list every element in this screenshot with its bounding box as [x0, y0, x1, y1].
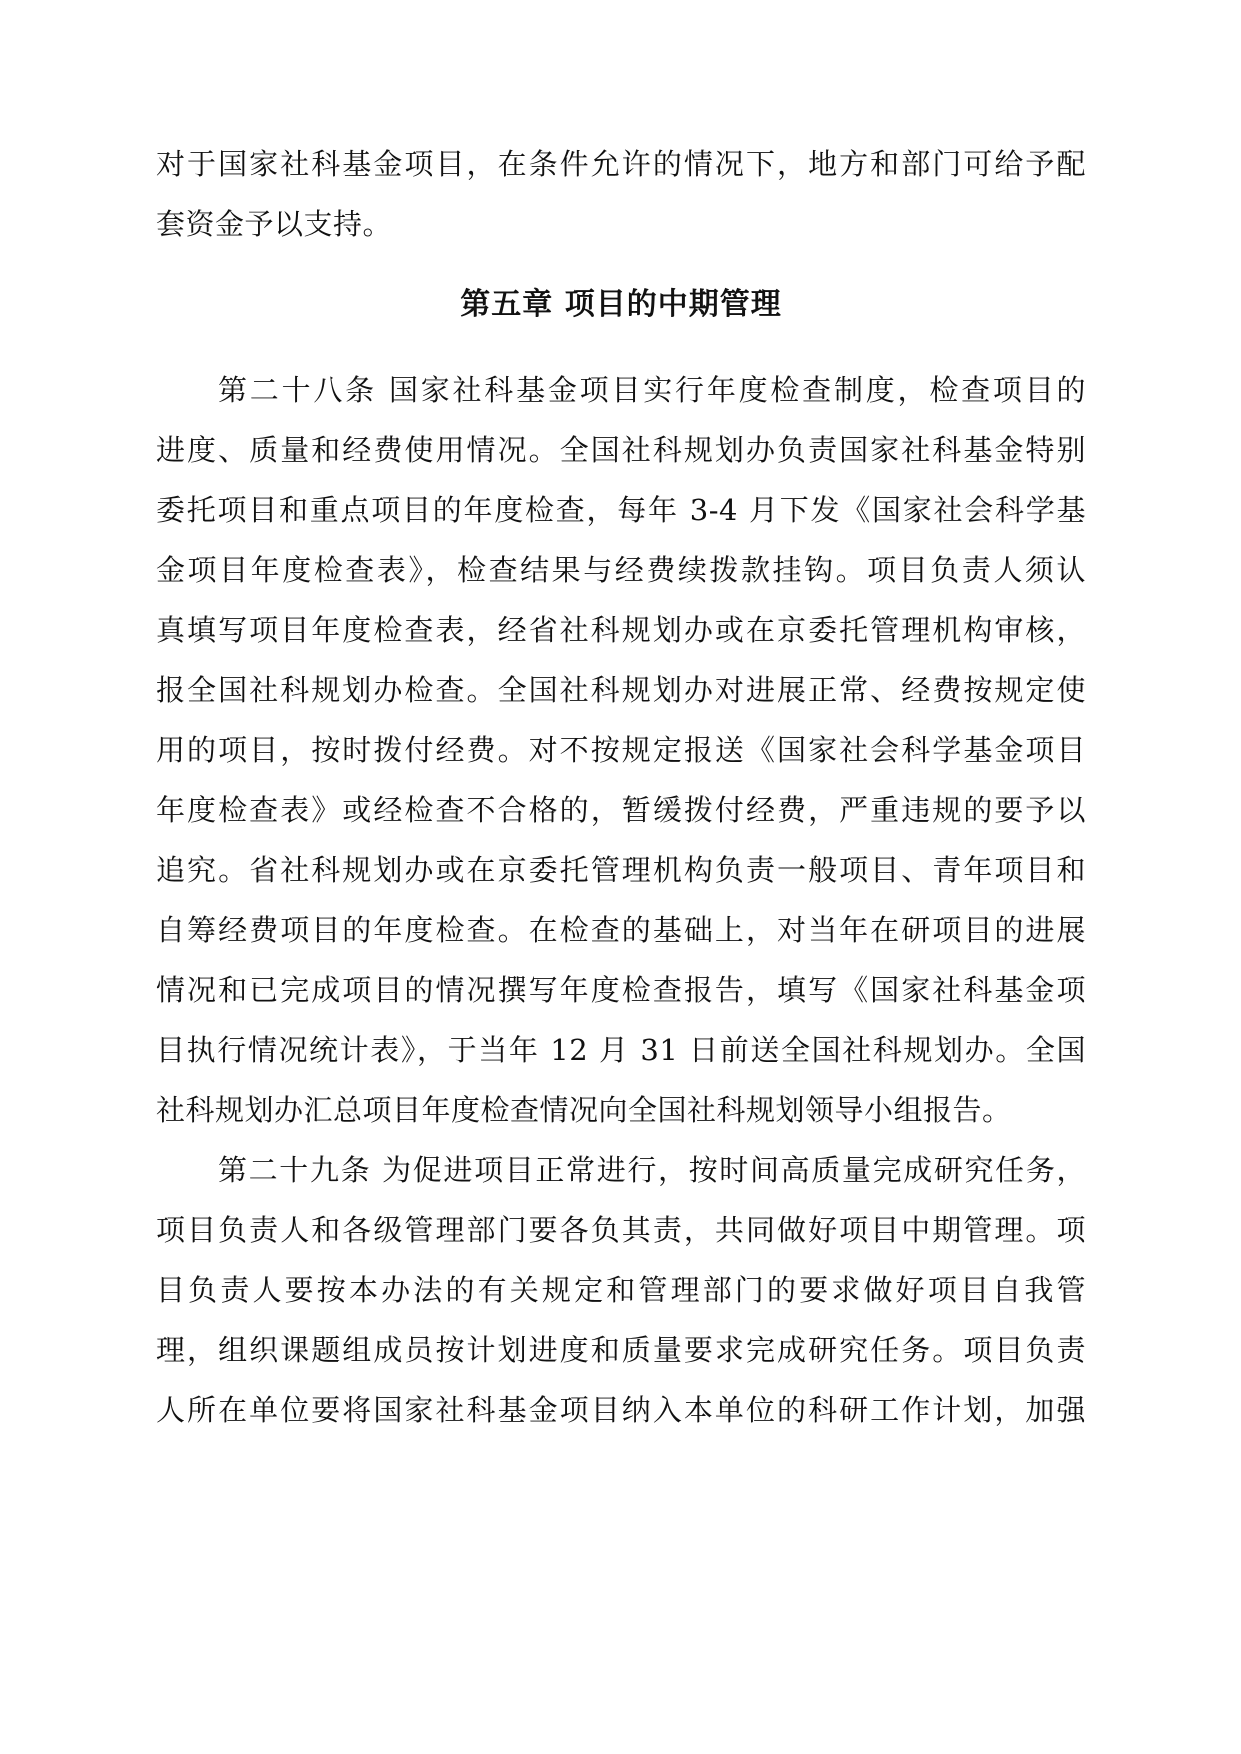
text-line: 委托项目和重点项目的年度检查，每年 3-4 月下发《国家社会科学基	[156, 493, 1086, 527]
article-28-first-line: 第二十八条 国家社科基金项目实行年度检查制度，检查项目的	[218, 373, 1086, 407]
text-line: 理，组织课题组成员按计划进度和质量要求完成研究任务。项目负责	[156, 1333, 1086, 1367]
article-29-first-line: 第二十九条 为促进项目正常进行，按时间高质量完成研究任务，	[218, 1153, 1086, 1187]
text-line: 套资金予以支持。	[156, 207, 393, 241]
text-line: 追究。省社科规划办或在京委托管理机构负责一般项目、青年项目和	[156, 853, 1086, 887]
text-line: 年度检查表》或经检查不合格的，暂缓拨付经费，严重违规的要予以	[156, 793, 1086, 827]
text-line: 社科规划办汇总项目年度检查情况向全国社科规划领导小组报告。	[156, 1093, 1012, 1127]
text-line: 人所在单位要将国家社科基金项目纳入本单位的科研工作计划，加强	[156, 1393, 1086, 1427]
text-line: 真填写项目年度检查表，经省社科规划办或在京委托管理机构审核，	[156, 613, 1086, 647]
chapter-heading: 第五章 项目的中期管理	[460, 287, 782, 322]
text-line: 报全国社科规划办检查。全国社科规划办对进展正常、经费按规定使	[156, 673, 1086, 707]
text-line: 目负责人要按本办法的有关规定和管理部门的要求做好项目自我管	[156, 1273, 1086, 1307]
text-line: 用的项目，按时拨付经费。对不按规定报送《国家社会科学基金项目	[156, 733, 1086, 767]
text-line: 金项目年度检查表》，检查结果与经费续拨款挂钩。项目负责人须认	[156, 553, 1086, 587]
text-line: 目执行情况统计表》，于当年 12 月 31 日前送全国社科规划办。全国	[156, 1033, 1086, 1067]
text-line: 情况和已完成项目的情况撰写年度检查报告，填写《国家社科基金项	[156, 973, 1086, 1007]
text-line: 自筹经费项目的年度检查。在检查的基础上，对当年在研项目的进展	[156, 913, 1086, 947]
text-line: 对于国家社科基金项目，在条件允许的情况下，地方和部门可给予配	[156, 147, 1086, 181]
text-line: 进度、质量和经费使用情况。全国社科规划办负责国家社科基金特别	[156, 433, 1086, 467]
text-line: 项目负责人和各级管理部门要各负其责，共同做好项目中期管理。项	[156, 1213, 1086, 1247]
